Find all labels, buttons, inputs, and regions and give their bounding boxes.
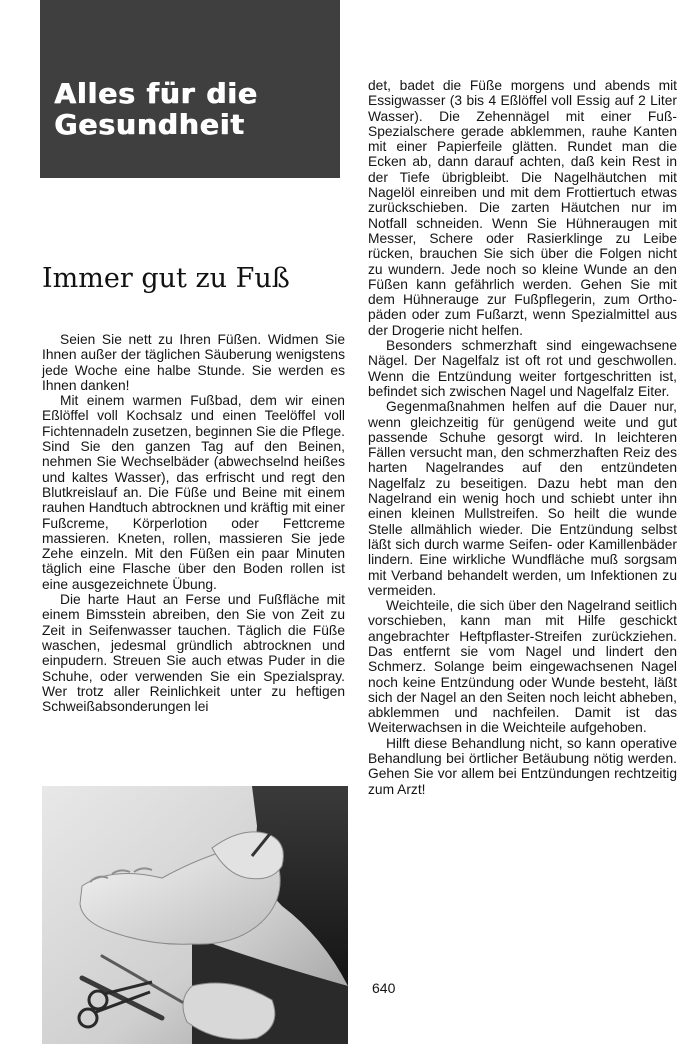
section-title-line-2: Gesundheit (54, 108, 245, 141)
section-title-line-1: Alles für die (54, 77, 258, 110)
paragraph: Weichteile, die sich über den Nagelrand seitlich vorschieben, kann man mit Hilfe geschickt angebrachter Heftpflaster-Streifen zurückziehen. Das entfernt sie vom Nagel und lindert den Schmerz. Solange beim eingewachsenen Nagel noch keine Entzündung oder Wunde besteht, läßt sich der Nagel an den Seiten noch leicht abheben, abklemmen und nachfeilen. Damit ist das Weiterwachsen in die Weichteile aufgehoben. (368, 598, 677, 736)
article-title: Immer gut zu Fuß (42, 263, 290, 294)
paragraph: Seien Sie nett zu Ihren Füßen. Widmen Sie Ihnen außer der täglichen Säuberung wenigstens jede Woche eine halbe Stunde. Sie werden es Ihnen danken! (42, 332, 345, 393)
paragraph: Besonders schmerzhaft sind eingewachsene Nägel. Der Nagelfalz ist oft rot und geschwollen. Wenn die Entzündung weiter fortgeschritten ist, befindet sich zwischen Nagel und Nagelfalz Eiter. (368, 338, 677, 399)
section-title-block (40, 0, 340, 178)
page-number: 640 (372, 980, 396, 996)
article-column-left (42, 332, 345, 714)
paragraph: Die harte Haut an Ferse und Fußfläche mit einem Bimsstein abreiben, den Sie von Zeit zu Zeit in Seifenwasser tauchen. Täglich die Füße waschen, jedesmal gründlich abtrocknen und einpudern. Streuen Sie auch etwas Puder in die Schuhe, oder verwenden Sie ein Spezialspray. Wer trotz aller Reinlichkeit unter zu heftigen Schweißabsonderungen lei (42, 592, 345, 715)
paragraph: Hilft diese Behandlung nicht, so kann operative Behandlung bei örtlicher Betäubung nötig werden. Gehen Sie vor allem bei Entzündungen rechtzeitig zum Arzt! (368, 735, 677, 797)
foot-care-photo (42, 786, 348, 1044)
paragraph: Gegenmaßnahmen helfen auf die Dauer nur, wenn gleichzeitig für genügend weite und gut passende Schuhe gesorgt wird. In leichteren Fällen versucht man, den schmerzhaften Reiz des harten Nagelrandes auf den entzündeten Nagelfalz zu beseitigen. Dazu hebt man den Nagelrand ein wenig hoch und schiebt unter ihn einen kleinen Mullstreifen. So heilt die wunde Stelle allmählich wieder. Die Entzündung selbst läßt sich durch warme Seifen- oder Kamillenbäder lindern. Eine wirkliche Wundfläche muß sorgsam mit Verband behandelt werden, um Infektionen zu vermeiden. (368, 399, 677, 598)
section-title (54, 78, 344, 140)
paragraph: Mit einem warmen Fußbad, dem wir einen Eßlöffel voll Kochsalz und einen Teelöffel voll Fichtennadeln zusetzen, beginnen Sie die Pflege. Sind Sie den ganzen Tag auf den Beinen, nehmen Sie Wechselbäder (abwechselnd heißes und kaltes Wasser), das erfrischt und regt den Blutkreislauf an. Die Füße und Beine mit einem rauhen Handtuch abtrocknen und kräftig mit einer Fußcreme, Körperlotion oder Fettcreme massieren. Kneten, rollen, massieren Sie jede Zehe einzeln. Mit den Füßen ein paar Minuten täglich eine Flasche über den Boden rollen ist eine ausgezeichnete Übung. (42, 393, 345, 592)
paragraph: det, badet die Füße morgens und abends mit Essigwasser (3 bis 4 Eßlöffel voll Essig auf 2 Liter Wasser). Die Zehennägel mit einer Fuß-Spezialschere gerade abklemmen, rauhe Kanten mit einer Papierfeile glätten. Rundet man die Ecken ab, dann darauf achten, daß kein Rest in der Tiefe übrigbleibt. Die Nagelhäutchen mit Nagelöl einreiben und mit dem Frottiertuch etwas zurückschieben. Die zarten Häutchen nur im Notfall schneiden. Wenn Sie Hühneraugen mit Messer, Schere oder Rasierklinge zu Leibe rücken, brauchen Sie sich über die Folgen nicht zu wundern. Jede noch so kleine Wunde an den Füßen kann gefährlich werden. Gehen Sie mit dem Hühneraugе zur Fußpflegerin, zum Orthopäden oder zum Fußarzt, wenn Spezialmittel aus der Drogerie nicht helfen. (368, 78, 677, 338)
article-column-right (368, 78, 677, 797)
